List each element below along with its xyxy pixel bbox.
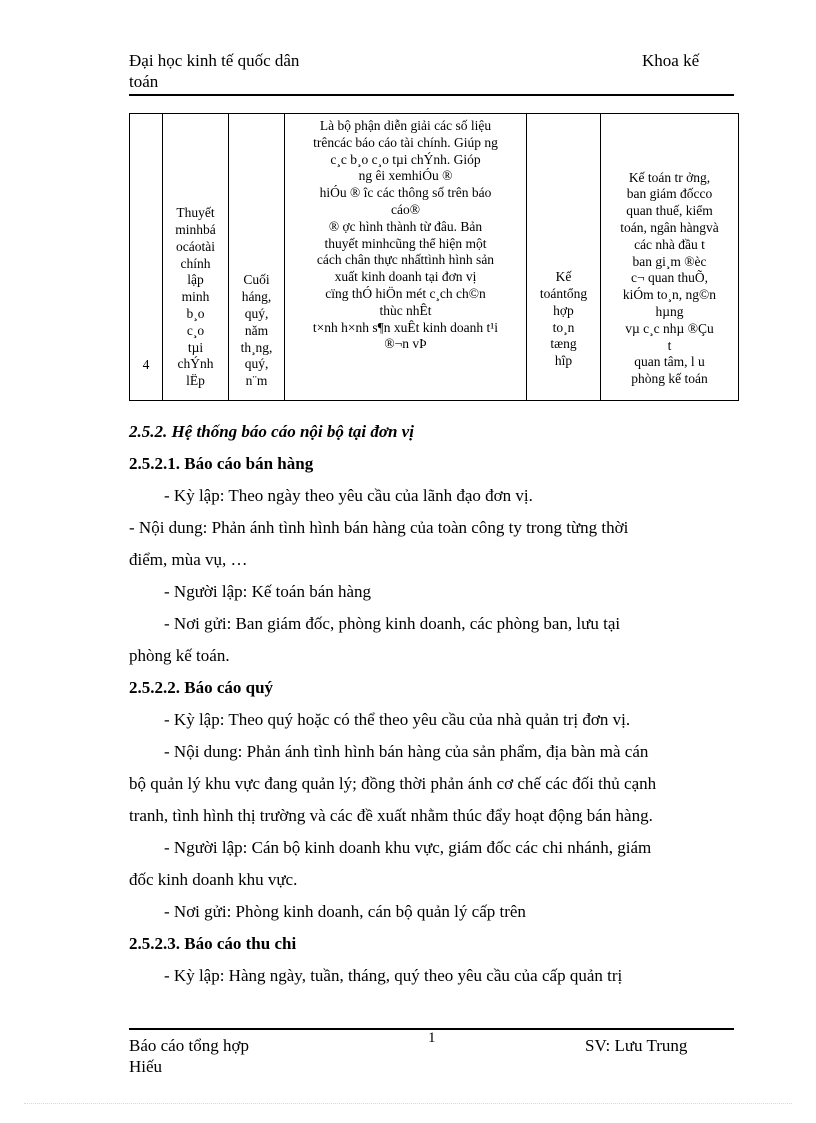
cell-text-line: toán, ngân hàngvà [620,220,719,236]
footer-left-wrap: Hiếu [129,1057,163,1076]
cell-text-line: Thuyết [176,205,215,221]
cell-text-line: ng êi xemhiÓu ® [358,168,453,184]
cell-text-line: các nhà đầu t [634,236,705,252]
subsection-heading: 2.5.2.1. Báo cáo bán hàng [129,454,314,473]
cell-text-line: tµi [187,339,204,355]
cell-text-line: chÝnh [177,356,214,372]
cell-text-line: thuyết minhcũng thể hiện một [324,235,487,251]
cell-text-line: cïng thÓ hiÖn mét c¸ch ch©n [325,285,486,301]
paragraph: - Kỳ lập: Hàng ngày, tuần, tháng, quý theo yêu cầu của cấp quản trị [164,966,623,985]
header-university: Đại học kinh tế quốc dân [129,51,300,70]
cell-text-line: Cuối [243,272,270,288]
cell-text-line: Kế toán tr ởng, [628,169,711,185]
cell-text-line: cáo® [391,201,420,217]
cell-text-line: toántổng [539,286,588,302]
page-number: 1 [428,1030,436,1046]
cell-text-line: quý, [244,356,269,372]
header-rule [129,94,734,96]
subsection-heading: 2.5.2.2. Báo cáo quý [129,678,274,697]
paragraph: - Người lập: Kế toán bán hàng [164,582,372,601]
cell-text-line: Kế [555,269,572,285]
cell-stt: 4 [130,114,163,401]
cell-text-line: minhbá [175,222,216,238]
paragraph: phòng kế toán. [129,646,230,665]
section-heading: 2.5.2. Hệ thống báo cáo nội bộ tại đơn vị [129,422,414,441]
cell-text-line: tæng [550,336,577,352]
header-faculty: Khoa kế [642,51,700,70]
cell-text-line: kiÓm to¸n, ng©n [622,287,717,303]
header-left-wrap: toán [129,72,159,91]
cell-text-line: cách chân thực nhấttình hình sản [316,252,495,268]
cell-text-line: b¸o [186,306,205,322]
cell-text-line: xuất kinh doanh tại đơn vị [334,269,477,285]
cell-text-line: phòng kế toán [631,371,708,387]
cell-text-line: th¸ng, [240,339,273,355]
cell-content [285,114,527,401]
cell-text-line: trêncác báo cáo tài chính. Giúp ng [313,134,498,150]
cell-text-line: c¸c b¸o c¸o tµi chÝnh. Gióp [330,151,481,167]
cell-text-line: to¸n [552,319,575,335]
paragraph: - Kỳ lập: Theo quý hoặc có thể theo yêu cầu của nhà quản trị đơn vị. [164,710,631,729]
cell-recipients [601,114,739,401]
paragraph: - Người lập: Cán bộ kinh doanh khu vực, giám đốc các chi nhánh, giám [164,838,652,857]
cell-text-line: hiÓu ® îc các thông số trên báo [319,185,492,201]
cell-text-line: minh [181,289,210,305]
cell-text-line: c¬ quan thuÕ, [631,270,708,286]
cell-text-line: lập [187,272,204,288]
cell-text-line: Là bộ phận diễn giải các số liệu [319,118,492,133]
cell-text-line: năm [244,322,269,338]
paragraph: - Nơi gửi: Ban giám đốc, phòng kinh doanh, các phòng ban, lưu tại [164,614,621,633]
subsection-heading: 2.5.2.3. Báo cáo thu chi [129,934,297,953]
cell-text-line: quý, [244,306,269,322]
cell-text-line: quan tâm, l u [634,354,705,370]
cell-text-line: chính [180,255,211,271]
cell-text-line: háng, [241,289,272,305]
cell-text-line: ban giám đốcco [626,186,713,202]
footer-left [129,1035,289,1077]
cell-text-line: t×nh h×nh s¶n xuÊt kinh doanh t¹i [312,319,499,335]
cell-text-line: hợp [553,302,574,318]
paragraph: - Nội dung: Phản ánh tình hình bán hàng của toàn công ty trong từng thời [129,518,629,537]
paragraph: - Nội dung: Phản ánh tình hình bán hàng của sản phẩm, địa bàn mà cán [164,742,649,761]
paragraph: - Nơi gửi: Phòng kinh doanh, cán bộ quản lý cấp trên [164,902,526,921]
cell-text-line: ocáotài [176,238,215,254]
cell-text-line: thùc nhÊt [379,302,432,318]
footer-report-title: Báo cáo tổng hợp [129,1036,249,1055]
paragraph: bộ quản lý khu vực đang quản lý; đồng thời phản ánh cơ chế các đối thủ cạnh [129,774,657,793]
cell-text-line: quan thuế, kiểm [626,203,713,219]
cell-period [229,114,285,401]
cell-text-line: n¨m [245,373,268,389]
page-edge [24,1103,792,1104]
cell-text-line: ban gi¸m ®èc [632,253,707,269]
paragraph: - Kỳ lập: Theo ngày theo yêu cầu của lãnh đạo đơn vị. [164,486,533,505]
cell-text-line: ®¬n vÞ [384,336,427,352]
cell-text-line: hîp [554,353,573,369]
cell-text-line: vµ c¸c nhµ ®Çu [625,320,714,336]
cell-text-line: lËp [186,373,205,389]
paragraph: tranh, tình hình thị trường và các đề xuất nhằm thúc đẩy hoạt động bán hàng. [129,806,653,825]
paragraph: đốc kinh doanh khu vực. [129,870,298,889]
cell-text-line: c¸o [186,322,205,338]
header-left [129,50,349,92]
table-row [130,114,739,401]
cell-report-name [163,114,229,401]
document-body [129,416,734,992]
cell-text-line: ® ợc hình thành từ đâu. Bản [328,218,483,234]
cell-text-line: t [667,337,672,353]
paragraph: điểm, mùa vụ, … [129,550,248,569]
cell-preparer [527,114,601,401]
report-table [129,113,739,401]
footer-student: SV: Lưu Trung [585,1036,688,1055]
cell-text-line: hµng [655,304,684,320]
